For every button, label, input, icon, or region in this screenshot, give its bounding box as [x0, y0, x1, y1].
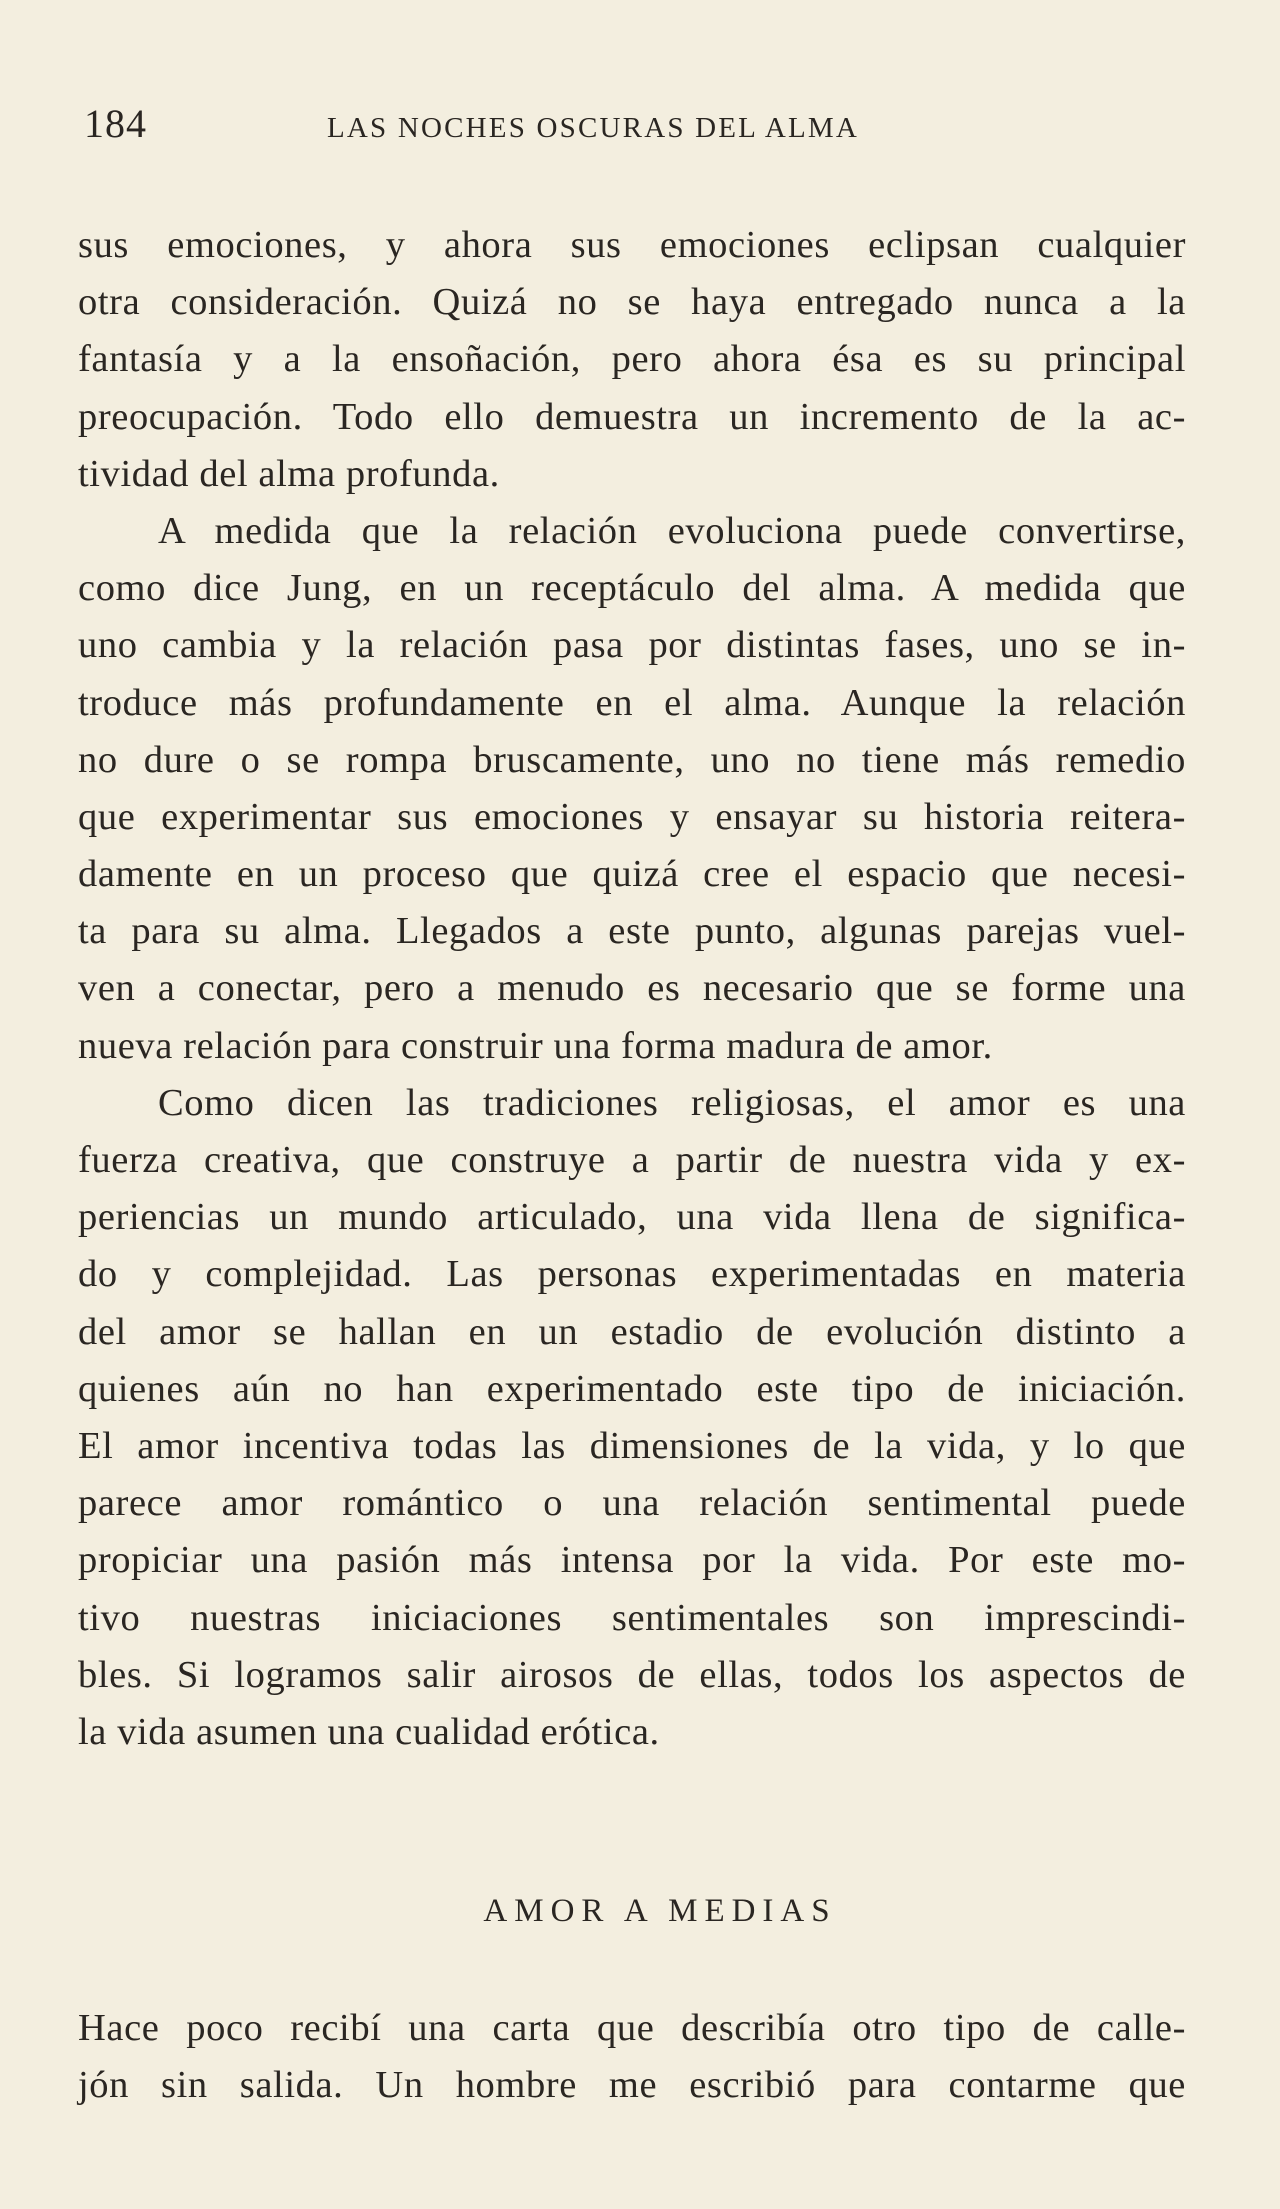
section-text — [78, 2000, 1186, 2114]
text-line: otra consideración. Quizá no se haya entregado nunca a la — [78, 281, 1186, 324]
text-line: no dure o se rompa bruscamente, uno no tiene más remedio — [78, 738, 1186, 781]
section-heading: AMOR A MEDIAS — [483, 1893, 837, 1929]
text-line: parece amor romántico o una relación sentimental puede — [78, 1482, 1186, 1525]
text-line: troduce más profundamente en el alma. Aunque la relación — [78, 681, 1186, 724]
text-line: bles. Si logramos salir airosos de ellas, todos los aspectos de — [78, 1653, 1186, 1696]
body-text — [78, 217, 1186, 1761]
text-line: uno cambia y la relación pasa por distintas fases, uno se in- — [78, 624, 1186, 667]
running-header — [84, 100, 1184, 160]
text-line: tivo nuestras iniciaciones sentimentales son imprescindi- — [78, 1596, 1186, 1639]
running-title: LAS NOCHES OSCURAS DEL ALMA — [327, 112, 860, 144]
text-line: tividad del alma profunda. — [78, 452, 500, 495]
text-line: nueva relación para construir una forma madura de amor. — [78, 1024, 993, 1067]
paragraph-first-line: A medida que la relación evoluciona puede convertirse, — [158, 509, 1186, 552]
text-line: propiciar una pasión más intensa por la vida. Por este mo- — [78, 1539, 1186, 1582]
text-line: fantasía y a la ensoñación, pero ahora ésa es su principal — [78, 338, 1186, 381]
text-line: ven a conectar, pero a menudo es necesario que se forme una — [78, 967, 1186, 1010]
text-line: quienes aún no han experimentado este tipo de iniciación. — [78, 1367, 1186, 1410]
text-line: do y complejidad. Las personas experimentadas en materia — [78, 1253, 1186, 1296]
text-line: del amor se hallan en un estadio de evolución distinto a — [78, 1310, 1186, 1353]
text-line: la vida asumen una cualidad erótica. — [78, 1710, 660, 1753]
text-line: periencias un mundo articulado, una vida llena de significa- — [78, 1196, 1186, 1239]
text-line: El amor incentiva todas las dimensiones de la vida, y lo que — [78, 1424, 1186, 1467]
text-line: como dice Jung, en un receptáculo del alma. A medida que — [78, 567, 1186, 610]
page-number: 184 — [84, 101, 147, 146]
text-line: que experimentar sus emociones y ensayar su historia reitera- — [78, 795, 1186, 838]
text-line: fuerza creativa, que construye a partir de nuestra vida y ex- — [78, 1139, 1186, 1181]
text-line: ta para su alma. Llegados a este punto, algunas parejas vuel- — [78, 910, 1186, 953]
text-line: preocupación. Todo ello demuestra un incremento de la ac- — [78, 395, 1186, 438]
text-line: jón sin salida. Un hombre me escribió para contarme que — [78, 2064, 1186, 2107]
text-line: sus emociones, y ahora sus emociones eclipsan cualquier — [78, 224, 1186, 266]
text-line: Hace poco recibí una carta que describía otro tipo de calle- — [78, 2007, 1186, 2049]
text-line: damente en un proceso que quizá cree el espacio que necesi- — [78, 853, 1186, 896]
paragraph-first-line: Como dicen las tradiciones religiosas, el amor es una — [158, 1081, 1186, 1124]
